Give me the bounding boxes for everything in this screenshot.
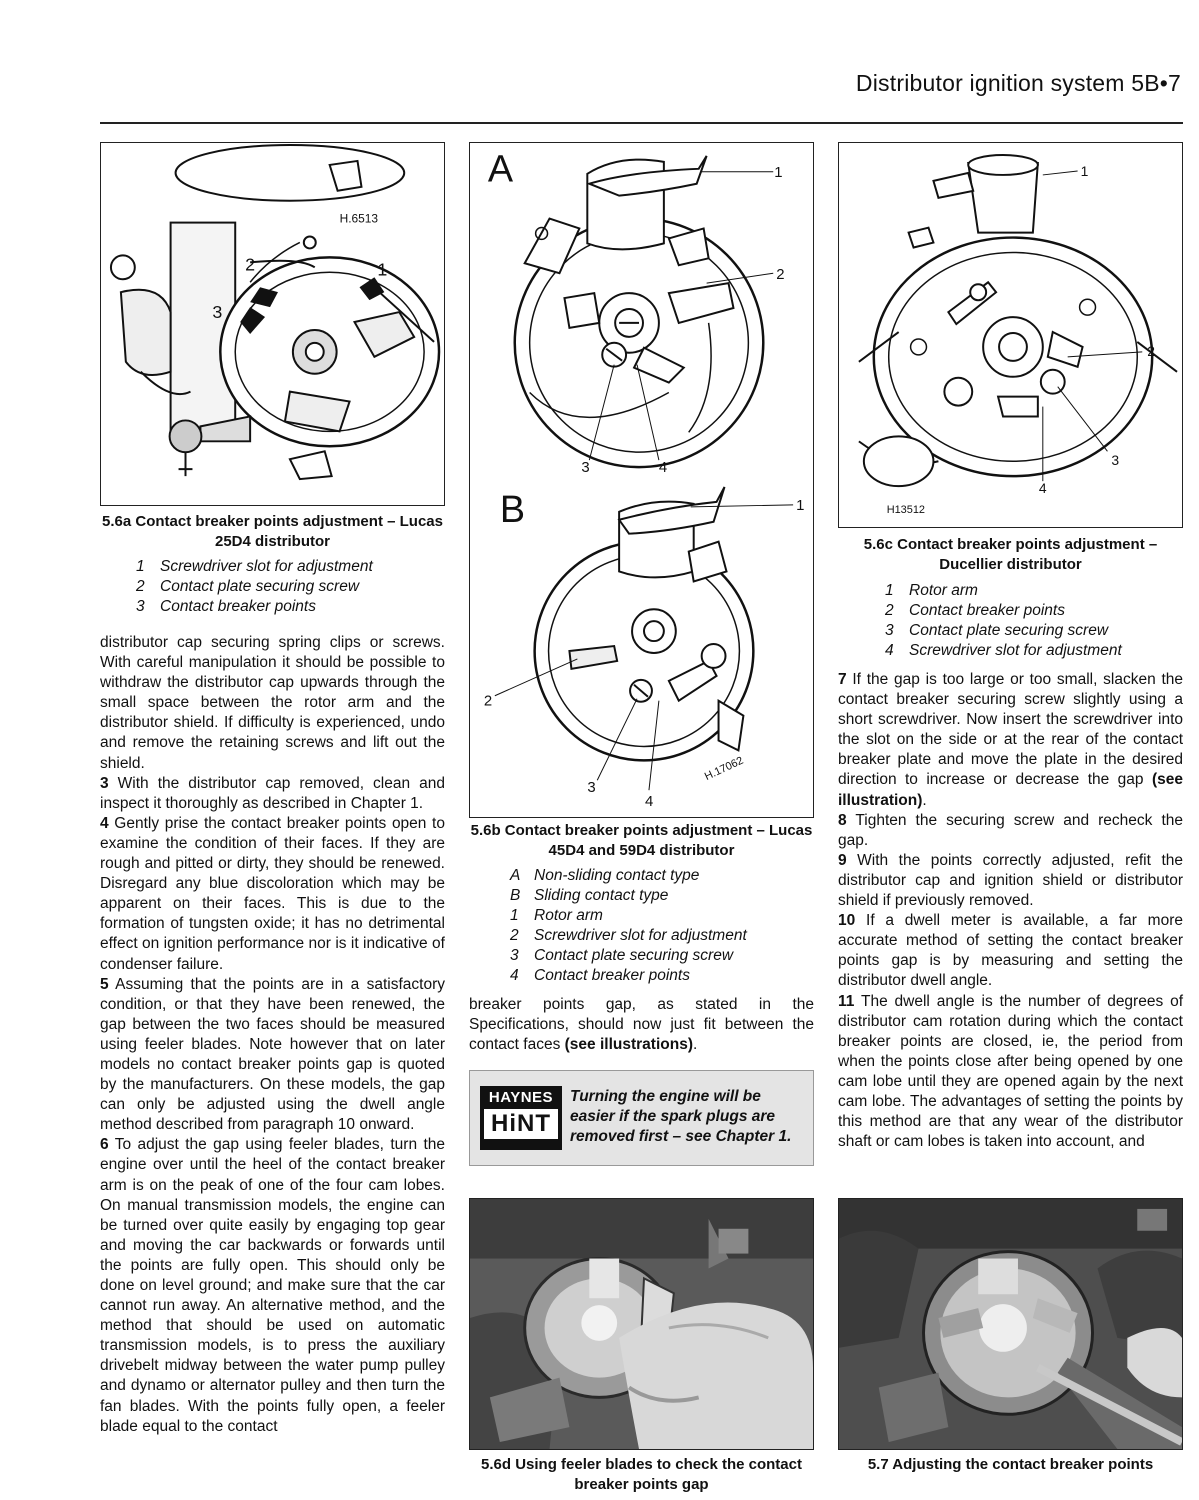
paragraph: 6 To adjust the gap using feeler blades, turn the engine over until the heel of the contact breaker arm is on the peak of one of the four cam lobes. On manual transmission models, the engine can be turned over quite easily by engaging top gear and moving the car backwards or forwards until the points are fully open. This should only be done on level ground; and make sure that the car cannot run away. An alternative method, and the method that should be used on automatic transmission models, is to press the auxiliary drivebelt midway between the water pump pulley and dynamo or alternator pulley and then turn the fan blades. With the points fully open, a feeler blade equal to the contact <box>100 1136 446 1435</box>
panel-label-b: B <box>499 488 526 531</box>
callout-3: 3 <box>581 460 590 477</box>
figure-5-6b-legend <box>510 866 747 986</box>
distributor-25d4-drawing <box>101 143 444 505</box>
figure-5-6a <box>100 142 445 506</box>
callout-3: 3 <box>587 780 596 797</box>
callout-3: 3 <box>212 302 223 323</box>
body-column-2 <box>469 995 814 1055</box>
paragraph: breaker points gap, as stated in the Specifications, should now just fit between the contact faces (see illustrations). <box>469 996 814 1054</box>
legend-item: A Non-sliding contact type <box>510 867 700 884</box>
distributor-ducellier-drawing <box>839 143 1182 527</box>
photo-5-7-caption: 5.7 Adjusting the contact breaker points <box>867 1456 1154 1473</box>
figure-code: H.6513 <box>339 211 379 226</box>
legend-item: 2 Screwdriver slot for adjustment <box>510 927 747 944</box>
legend-item: 1 Rotor arm <box>885 582 978 599</box>
legend-item: 1 Screwdriver slot for adjustment <box>136 558 373 575</box>
legend-item: 4 Contact breaker points <box>510 967 690 984</box>
haynes-hint-box <box>469 1070 814 1166</box>
callout-4: 4 <box>1038 480 1047 497</box>
callout-2: 2 <box>483 693 493 710</box>
paragraph: 8 Tighten the securing screw and recheck the gap. <box>838 811 1183 849</box>
callout-2: 2 <box>245 254 256 275</box>
callout-4: 4 <box>644 794 654 811</box>
callout-2: 2 <box>1147 342 1155 359</box>
figure-5-6c <box>838 142 1183 528</box>
haynes-hint-logo: HAYNES HiNT <box>480 1086 562 1150</box>
paragraph: 7 If the gap is too large or too small, slacken the contact breaker securing screw slightly using a short screwdriver. Now insert the screwdriver into the slot on the side or at the rear of the contact breaker plate and move the plate in the desired direction to increase or decrease the gap (see illustration). <box>838 671 1183 809</box>
callout-4: 4 <box>658 460 668 477</box>
photo-5-6d-caption: 5.6d Using feeler blades to check the contact breaker points gap <box>481 1456 802 1493</box>
panel-label-a: A <box>487 148 514 191</box>
paragraph: 5 Assuming that the points are in a satisfactory condition, or that they have been renewed, the gap between the two faces should be measured using feeler blades. Note however that on later models no contact breaker points gap is quoted by the manufacturers. On these models, the gap can only be adjusted using the dwell angle method described from paragraph 10 onward. <box>100 975 445 1134</box>
body-column-1 <box>100 633 445 1437</box>
callout-1: 1 <box>774 164 783 181</box>
paragraph: 10 If a dwell meter is available, a far more accurate method of setting the contact breaker points gap is by measuring and setting the distributor dwell angle. <box>838 912 1183 990</box>
callout-2: 2 <box>776 267 785 284</box>
callout-1: 1 <box>377 259 388 280</box>
page-header-title: Distributor ignition system 5B•7 <box>855 70 1181 96</box>
adjusting-points-photo <box>839 1199 1182 1449</box>
legend-item: 3 Contact plate securing screw <box>885 622 1109 639</box>
paragraph: 9 With the points correctly adjusted, refit the distributor cap and ignition shield or distributor shield if previously removed. <box>838 851 1183 910</box>
figure-5-6a-caption-title: 5.6a Contact breaker points adjustment – Lucas 25D4 distributor <box>102 513 443 550</box>
figure-5-6b <box>469 142 814 818</box>
figure-5-6c-legend <box>885 581 1122 661</box>
paragraph: 11 The dwell angle is the number of degrees of distributor cam rotation during which the contact breaker points are closed, ie, the period from when the points close after being opened by one cam lobe until they are opened again by the next cam lobe. The advantages of setting the points by this method are that any wear of the distributor shaft or cam lobes is taken into account, and <box>838 992 1183 1151</box>
paragraph: 4 Gently prise the contact breaker points open to examine the condition of their faces. If they are rough and pitted or dirty, they should be renewed. Disregard any blue discoloration which may be apparent on their faces. This is due to the formation of tungsten oxide; it has no detrimental effect on ignition performance nor is it indicative of condenser failure. <box>100 814 445 973</box>
legend-item: 2 Contact breaker points <box>885 602 1065 619</box>
header-rule <box>100 122 1183 124</box>
legend-item: 3 Contact plate securing screw <box>510 947 734 964</box>
callout-3: 3 <box>1111 452 1120 469</box>
legend-item: 2 Contact plate securing screw <box>136 578 360 595</box>
figure-code: H13512 <box>886 503 925 516</box>
figure-5-6c-caption-title: 5.6c Contact breaker points adjustment – Ducellier distributor <box>863 536 1158 573</box>
callout-1: 1 <box>796 497 805 514</box>
photo-5-6d <box>469 1198 814 1450</box>
figure-code: H.17062 <box>702 754 746 783</box>
legend-item: 1 Rotor arm <box>510 907 603 924</box>
paragraph: 3 With the distributor cap removed, clean and inspect it thoroughly as described in Chapter 1. <box>100 774 445 812</box>
legend-item: 4 Screwdriver slot for adjustment <box>885 642 1122 659</box>
body-column-3 <box>838 670 1183 1152</box>
legend-item: B Sliding contact type <box>510 887 669 904</box>
callout-1: 1 <box>1080 162 1089 179</box>
figure-5-6b-caption-title: 5.6b Contact breaker points adjustment – Lucas 45D4 and 59D4 distributor <box>470 822 813 859</box>
figure-5-6a-legend <box>136 557 373 617</box>
photo-5-7 <box>838 1198 1183 1450</box>
paragraph: distributor cap securing spring clips or screws. With careful manipulation it should be possible to withdraw the distributor cap upwards through the small space between the rotor arm and the distributor shield. If difficulty is experienced, undo and remove the retaining screws and lift out the shield. <box>100 634 445 772</box>
legend-item: 3 Contact breaker points <box>136 598 316 615</box>
distributor-45d4-59d4-drawing <box>470 143 813 817</box>
feeler-blades-photo <box>470 1199 813 1449</box>
hint-text: Turning the engine will be easier if the spark plugs are removed first – see Chapter 1. <box>570 1088 792 1145</box>
